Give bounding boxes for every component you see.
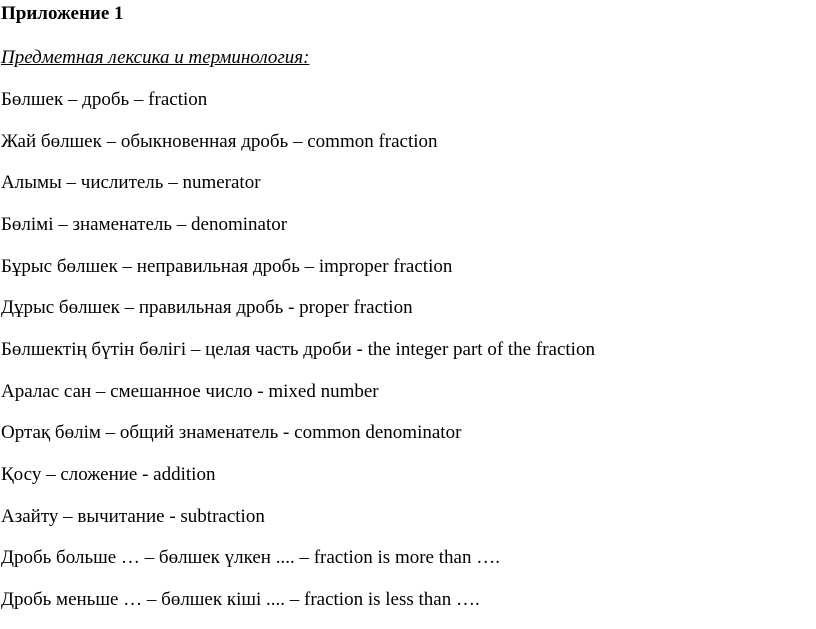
term-line: Дробь меньше … – бөлшек кіші .... – fraction is less than …. xyxy=(1,589,480,610)
section-subtitle: Предметная лексика и терминология: xyxy=(1,47,310,68)
page-title: Приложение 1 xyxy=(1,3,124,24)
term-line: Дробь больше … – бөлшек үлкен .... – fraction is more than …. xyxy=(1,547,500,568)
term-line: Бұрыс бөлшек – неправильная дробь – improper fraction xyxy=(1,256,453,277)
term-line: Қосу – сложение - addition xyxy=(1,464,216,485)
term-line: Жай бөлшек – обыкновенная дробь – common fraction xyxy=(1,131,438,152)
term-line: Бөлшек – дробь – fraction xyxy=(1,89,208,110)
term-line: Бөлшектің бүтін бөлігі – целая часть дроби - the integer part of the fraction xyxy=(1,339,595,360)
term-line: Дұрыс бөлшек – правильная дробь - proper fraction xyxy=(1,297,413,318)
term-line: Аралас сан – смешанное число - mixed number xyxy=(1,381,379,402)
term-line: Азайту – вычитание - subtraction xyxy=(1,506,265,527)
term-line: Бөлімі – знаменатель – denominator xyxy=(1,214,288,235)
term-line: Алымы – числитель – numerator xyxy=(1,172,261,193)
term-line: Ортақ бөлім – общий знаменатель - common denominator xyxy=(1,422,462,443)
